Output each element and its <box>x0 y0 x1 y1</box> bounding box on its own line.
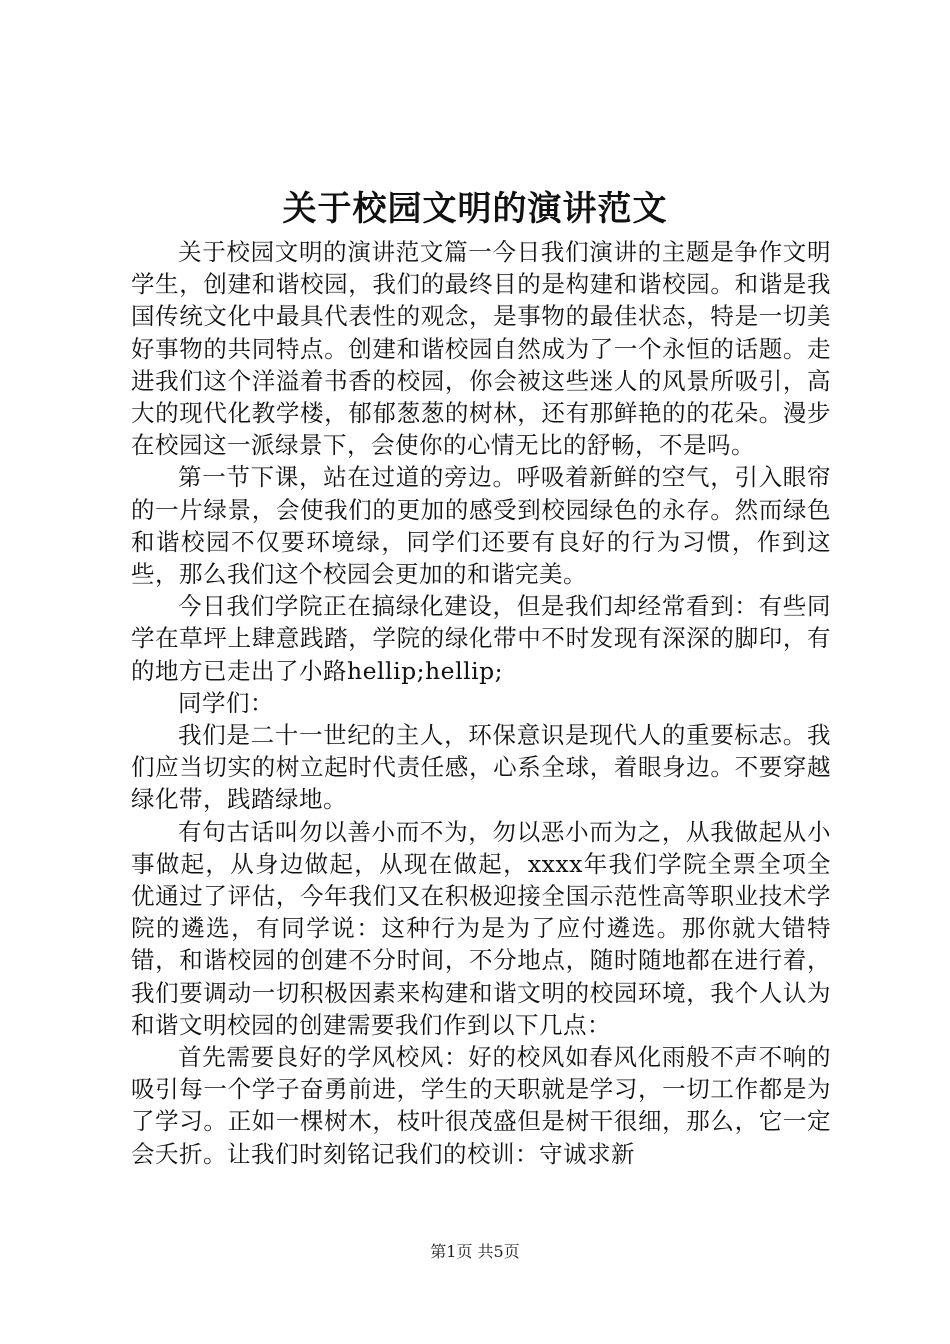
paragraph: 我们是二十一世纪的主人，环保意识是现代人的重要标志。我们应当切实的树立起时代责任感，心系全球，着眼身边。不要穿越绿化带，践踏绿地。 <box>131 721 831 814</box>
paragraph: 今日我们学院正在搞绿化建设，但是我们却经常看到：有些同学在草坪上肆意践踏，学院的绿化带中不时发现有深深的脚印，有的地方已走出了小路hellip;hellip; <box>131 592 831 685</box>
document-title: 关于校园文明的演讲范文 <box>282 189 668 229</box>
paragraph: 同学们： <box>178 688 274 717</box>
paragraph: 有句古话叫勿以善小而不为，勿以恶小而为之，从我做起从小事做起，从身边做起，从现在做起，xxxx年我们学院全票全项全优通过了评估，今年我们又在积极迎接全国示范性高等职业技术学院的遴选，有同学说：这种行为是为了应付遴选。那你就大错特错，和谐校园的创建不分时间，不分地点，随时随地都在进行着，我们要调动一切积极因素来构建和谐文明的校园环境，我个人认为和谐文明校园的创建需要我们作到以下几点： <box>131 817 831 1039</box>
paragraph: 第一节下课，站在过道的旁边。呼吸着新鲜的空气，引入眼帘的一片绿景，会使我们的更加的感受到校园绿色的永存。然而绿色和谐校园不仅要环境绿，同学们还要有良好的行为习惯，作到这些，那么我们这个校园会更加的和谐完美。 <box>131 463 831 589</box>
paragraph: 首先需要良好的学风校风：好的校风如春风化雨般不声不响的吸引每一个学子奋勇前进，学生的天职就是学习，一切工作都是为了学习。正如一棵树木，枝叶很茂盛但是树干很细，那么，它一定会夭折。让我们时刻铭记我们的校训：守诚求新 <box>131 1043 831 1168</box>
document-body <box>131 236 831 1170</box>
page-footer: 第1页 共5页 <box>430 1242 520 1261</box>
paragraph: 关于校园文明的演讲范文篇一今日我们演讲的主题是争作文明学生，创建和谐校园，我们的最终目的是构建和谐校园。和谐是我国传统文化中最具代表性的观念，是事物的最佳状态，特是一切美好事物的共同特点。创建和谐校园自然成为了一个永恒的话题。走进我们这个洋溢着书香的校园，你会被这些迷人的风景所吸引，高大的现代化教学楼，郁郁葱葱的树林，还有那鲜艳的的花朵。漫步在校园这一派绿景下，会使你的心情无比的舒畅，不是吗。 <box>131 238 831 460</box>
